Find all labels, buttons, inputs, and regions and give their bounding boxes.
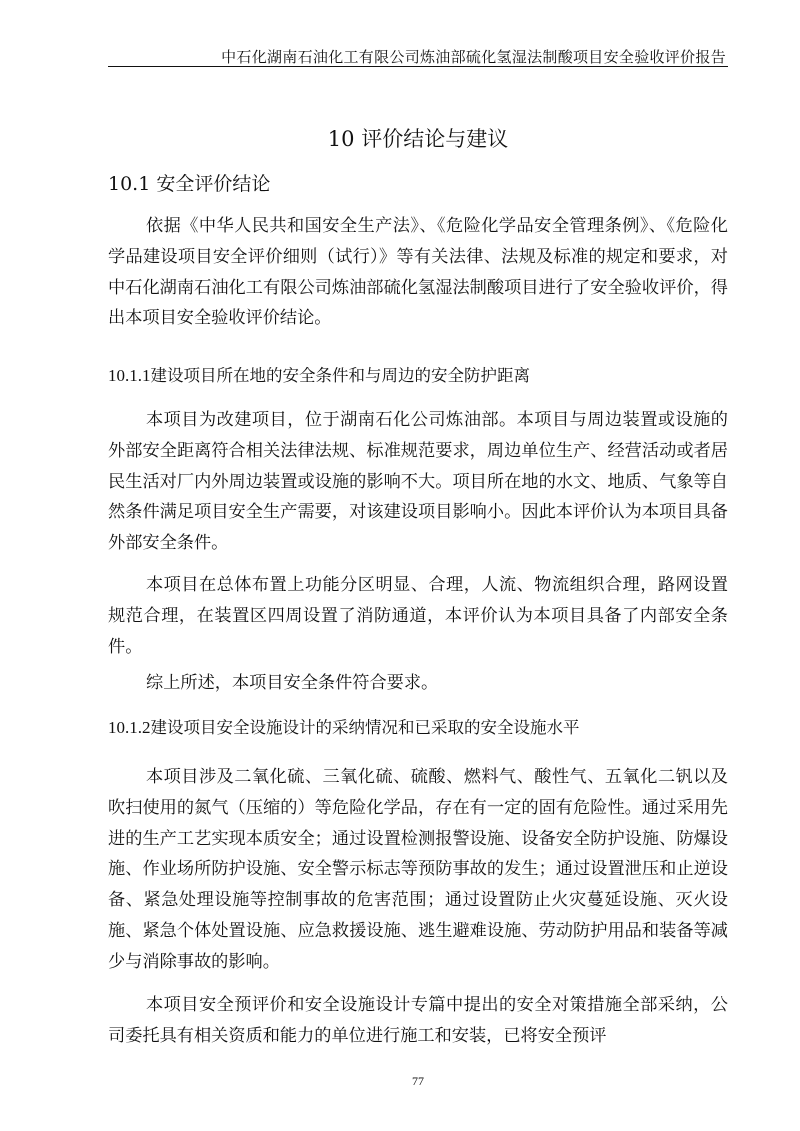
subsection-title: 建设项目所在地的安全条件和与周边的安全防护距离 bbox=[150, 366, 530, 385]
paragraph-summary: 综上所述，本项目安全条件符合要求。 bbox=[146, 673, 439, 693]
subsection-number: 10.1.1 bbox=[108, 366, 151, 385]
page-header: 中石化湖南石油化工有限公司炼油部硫化氢湿法制酸项目安全验收评价报告 bbox=[221, 48, 726, 66]
paragraph-adoption: 本项目安全预评价和安全设施设计专篇中提出的安全对策措施全部采纳，公司委托具有相关资质和能力的单位进行施工和安装，已将安全预评 bbox=[108, 995, 728, 1046]
section-heading: 10.1 安全评价结论 bbox=[108, 173, 271, 195]
intro-paragraph: 依据《中华人民共和国安全生产法》、《危险化学品安全管理条例》、《危险化学品建设项目安全评价细则（试行）》等有关法律、法规及标准的规定和要求，对中石化湖南石油化工有限公司炼油部硫化氢湿法制酸项目进行了安全验收评价，得出本项目安全验收评价结论。 bbox=[108, 216, 728, 329]
header-rule bbox=[108, 66, 728, 67]
chapter-title: 10 评价结论与建议 bbox=[327, 127, 509, 151]
page-number: 77 bbox=[412, 1074, 424, 1088]
subsection-title: 建设项目安全设施设计的采纳情况和已采取的安全设施水平 bbox=[150, 718, 580, 737]
paragraph-layout: 本项目在总体布置上功能分区明显、合理，人流、物流组织合理，路网设置规范合理，在装置区四周设置了消防通道，本评价认为本项目具备了内部安全条件。 bbox=[108, 575, 728, 657]
subsection-number: 10.1.2 bbox=[108, 718, 151, 737]
paragraph-location: 本项目为改建项目，位于湖南石化公司炼油部。本项目与周边装置或设施的外部安全距离符合相关法律法规、标准规范要求，周边单位生产、经营活动或者居民生活对厂内外周边装置或设施的影响不大。项目所在地的水文、地质、气象等自然条件满足项目安全生产需要，对该建设项目影响小。因此本评价认为本项目具备外部安全条件。 bbox=[108, 410, 728, 554]
paragraph-hazards: 本项目涉及二氧化硫、三氧化硫、硫酸、燃料气、酸性气、五氧化二钒以及吹扫使用的氮气（压缩的）等危险化学品，存在有一定的固有危险性。通过采用先进的生产工艺实现本质安全；通过设置检测报警设施、设备安全防护设施、防爆设施、作业场所防护设施、安全警示标志等预防事故的发生；通过设置泄压和止逆设备、紧急处理设施等控制事故的危害范围；通过设置防止火灾蔓延设施、灭火设施、紧急个体处置设施、应急救援设施、逃生避难设施、劳动防护用品和装备等减少与消除事故的影响。 bbox=[108, 767, 728, 972]
subsection-heading-10-1-2 bbox=[108, 716, 580, 740]
subsection-heading-10-1-1 bbox=[108, 364, 530, 388]
